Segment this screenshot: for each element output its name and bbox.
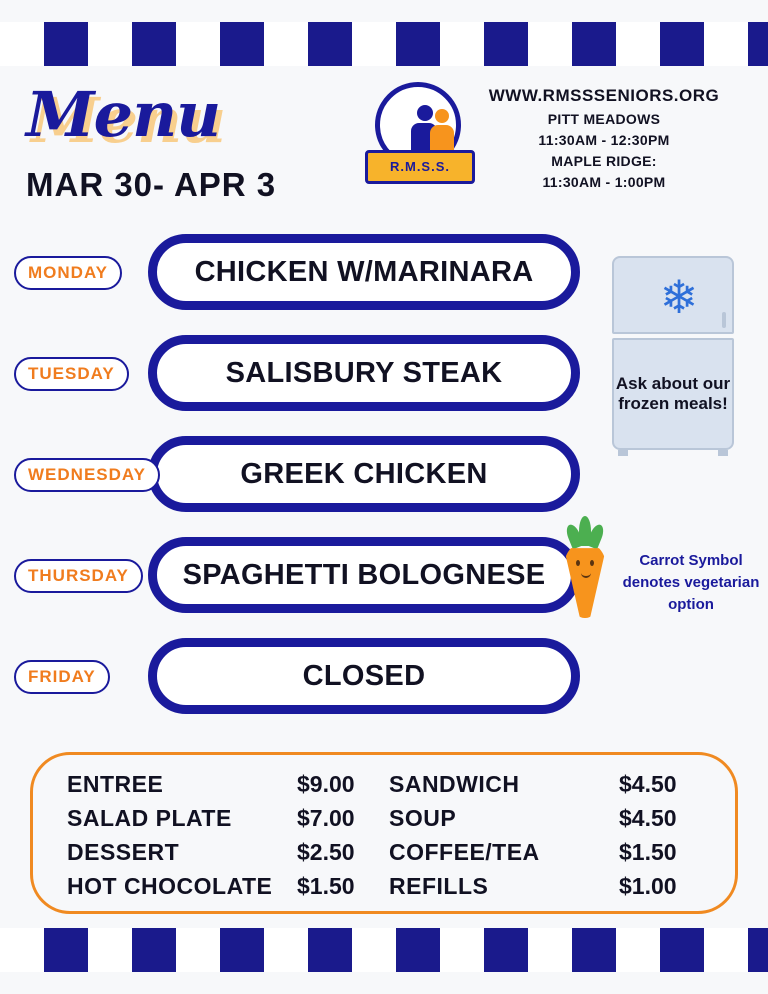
day-label: TUESDAY — [14, 357, 129, 391]
price-row — [389, 805, 711, 839]
meal-pill — [148, 537, 580, 613]
poster-header — [0, 70, 768, 220]
price-item-value: $1.00 — [619, 873, 677, 899]
price-item-value: $1.50 — [297, 873, 355, 899]
checker-border-bottom — [0, 928, 768, 972]
checker-border-top — [0, 22, 768, 66]
meal-name: CLOSED — [302, 659, 426, 692]
carrot-eye-icon — [576, 560, 580, 566]
price-item-value: $1.50 — [619, 839, 677, 865]
price-item-name: HOT CHOCOLATE — [67, 873, 273, 899]
website-url: WWW.RMSSSENIORS.ORG — [488, 86, 720, 105]
day-label: FRIDAY — [14, 660, 110, 694]
meal-pill — [148, 234, 580, 310]
price-item-name: SALAD PLATE — [67, 805, 232, 831]
price-row — [389, 839, 711, 873]
price-row — [67, 805, 389, 839]
price-item-value: $9.00 — [297, 771, 355, 797]
carrot-icon — [564, 542, 606, 618]
price-item-name: SANDWICH — [389, 771, 520, 797]
fridge-main-door — [612, 338, 734, 450]
price-row — [389, 771, 711, 805]
price-row — [67, 771, 389, 805]
meal-name: SALISBURY STEAK — [225, 356, 503, 389]
location-pitt-meadows: PITT MEADOWS — [547, 111, 661, 127]
price-item-value: $4.50 — [619, 805, 677, 831]
price-column-left — [67, 771, 389, 911]
meal-name: GREEK CHICKEN — [240, 457, 488, 490]
fridge-legs — [618, 450, 728, 456]
menu-row-friday — [0, 634, 768, 735]
price-item-value: $4.50 — [619, 771, 677, 797]
price-item-name: COFFEE/TEA — [389, 839, 540, 865]
meal-pill — [148, 335, 580, 411]
frozen-meals-callout — [608, 256, 738, 456]
meal-pill — [148, 436, 580, 512]
frozen-meals-text: Ask about our frozen meals! — [615, 373, 731, 413]
price-row — [67, 873, 389, 907]
price-row — [389, 873, 711, 907]
contact-block — [464, 86, 744, 190]
price-column-right — [389, 771, 711, 911]
day-label: WEDNESDAY — [14, 458, 160, 492]
meal-name: SPAGHETTI BOLOGNESE — [182, 558, 546, 591]
snowflake-icon: ❄ — [659, 271, 699, 323]
price-row — [67, 839, 389, 873]
price-list — [30, 752, 738, 914]
fridge-handle-icon — [722, 312, 726, 328]
price-item-name: DESSERT — [67, 839, 180, 865]
meal-pill — [148, 638, 580, 714]
day-label: THURSDAY — [14, 559, 143, 593]
date-range: MAR 30- APR 3 — [26, 166, 277, 203]
rmss-logo — [365, 82, 475, 202]
hours-maple-ridge: 11:30AM - 1:00PM — [542, 174, 666, 190]
page-title: Menu — [26, 78, 221, 151]
hours-pitt-meadows: 11:30AM - 12:30PM — [538, 132, 670, 148]
fridge-freezer-door — [612, 256, 734, 334]
carrot-eye-icon — [590, 560, 594, 566]
location-maple-ridge: MAPLE RIDGE: — [551, 153, 657, 169]
meal-name: CHICKEN W/MARINARA — [194, 255, 534, 288]
vegetarian-legend — [564, 508, 764, 638]
day-label: MONDAY — [14, 256, 122, 290]
price-item-name: REFILLS — [389, 873, 489, 899]
person-orange-head-icon — [435, 109, 449, 123]
price-item-name: SOUP — [389, 805, 457, 831]
price-item-value: $2.50 — [297, 839, 355, 865]
price-item-name: ENTREE — [67, 771, 164, 797]
person-blue-head-icon — [417, 105, 433, 121]
logo-banner-label: R.M.S.S. — [365, 150, 475, 184]
price-item-value: $7.00 — [297, 805, 355, 831]
vegetarian-legend-text: Carrot Symbol denotes vegetarian option — [622, 552, 760, 613]
